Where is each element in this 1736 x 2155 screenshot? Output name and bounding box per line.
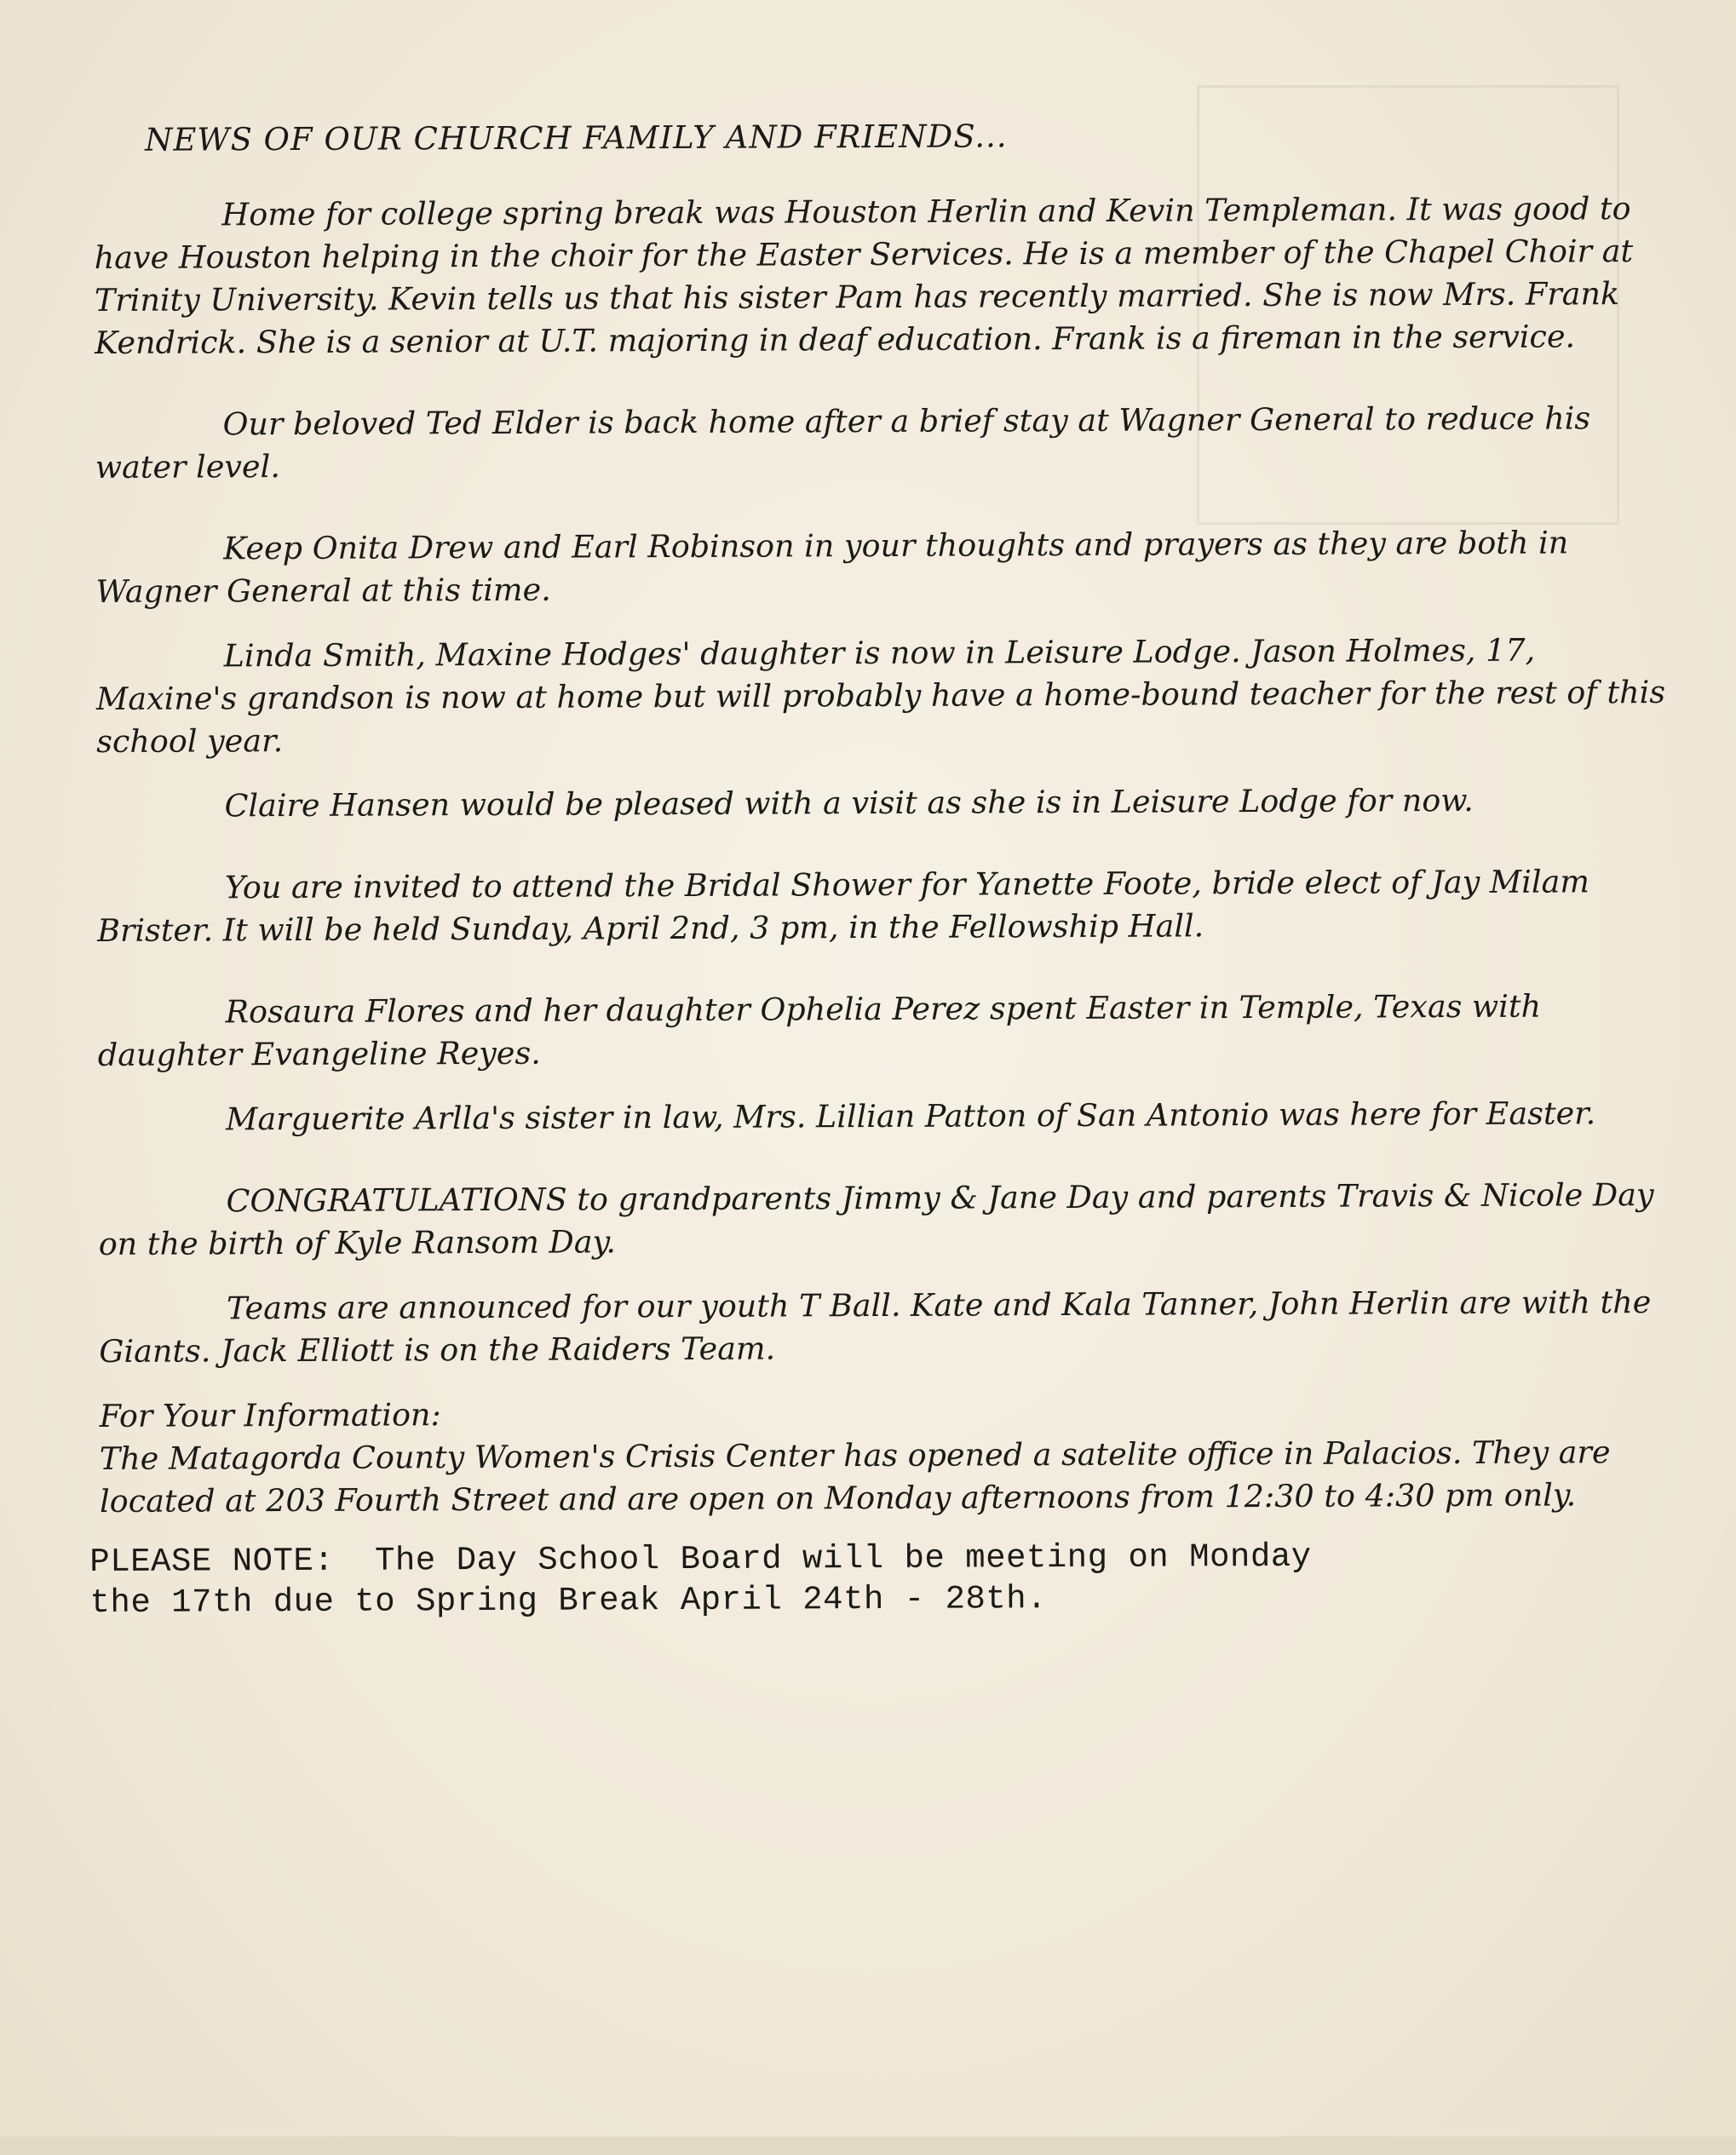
- please-note-line-2: the 17th due to Spring Break April 24th - 28th.: [89, 1580, 1048, 1623]
- news-item-easter-visit: Marguerite Arlla's sister in law, Mrs. Lillian Patton of San Antonio was here for Easter.: [226, 1095, 1596, 1138]
- news-item-congratulations: CONGRATULATIONS to grandparents Jimmy & Jane Day and parents Travis & Nicole Day on the birth of Kyle Ransom Day.: [98, 1176, 1654, 1262]
- news-item-t-ball: Teams are announced for our youth T Ball. Kate and Kala Tanner, John Herlin are with the Giants. Jack Elliott is on the Raiders Team.: [99, 1284, 1652, 1370]
- news-item-claire-hansen: Claire Hansen would be pleased with a visit as she is in Leisure Lodge for now.: [224, 781, 1474, 825]
- fyi-text: The Matagorda County Women's Crisis Center has opened a satelite office in Palacios. They are located at 203 Fourth Street and are open on Monday afternoons from 12:30 to 4:30 pm only.: [99, 1434, 1611, 1520]
- please-note: [89, 1535, 1684, 1623]
- please-note-line-1: PLEASE NOTE: The Day School Board will be meeting on Monday: [89, 1537, 1312, 1582]
- page-heading: NEWS OF OUR CHURCH FAMILY AND FRIENDS...: [145, 118, 1008, 158]
- news-item-bridal-shower: You are invited to attend the Bridal Shower for Yanette Foote, bride elect of Jay Milam Brister. It will be held Sunday, April 2nd, 3 pm, in the Fellowship Hall.: [97, 863, 1590, 949]
- news-item-ted-elder: Our beloved Ted Elder is back home after a brief stay at Wagner General to reduce his water level.: [95, 399, 1591, 486]
- news-item-prayers: Keep Onita Drew and Earl Robinson in your thoughts and prayers as they are both in Wagner General at this time.: [95, 524, 1569, 610]
- newsletter-content: [89, 112, 1685, 1623]
- news-item-college-break: Home for college spring break was Houston Herlin and Kevin Templeman. It was good to have Houston helping in the choir for the Easter Services. He is a member of the Chapel Choir at Trinity University. Kevin tells us that his sister Pam has recently married. She is now Mrs. Frank Kendrick. She is a senior at U.T. majoring in deaf education. Frank is a fireman in the service.: [94, 190, 1634, 361]
- news-item-easter-temple: Rosaura Flores and her daughter Ophelia Perez spent Easter in Temple, Texas with daughter Evangeline Reyes.: [97, 987, 1542, 1073]
- news-item-leisure-lodge: Linda Smith, Maxine Hodges' daughter is now in Leisure Lodge. Jason Holmes, 17, Maxine's grandson is now at home but will probably have a home-bound teacher for the rest of this school year.: [95, 631, 1666, 760]
- fyi-label: For Your Information:: [99, 1396, 441, 1434]
- page-bottom-edge: [0, 2136, 1736, 2155]
